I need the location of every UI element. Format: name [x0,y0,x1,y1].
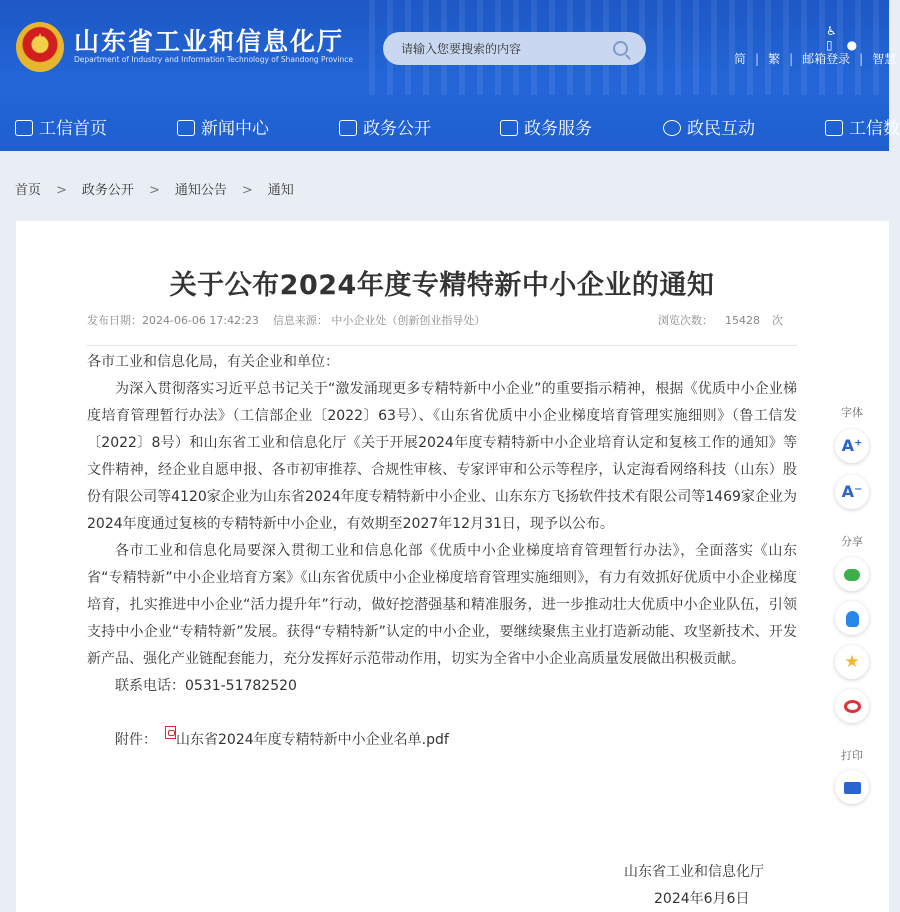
search-box [383,32,646,65]
nav-item-gov-service[interactable] [500,114,592,139]
breadcrumb-home[interactable]: 首页 [15,183,42,198]
attachment-link[interactable]: 山东省2024年度专精特新中小企业名单.pdf [176,732,449,748]
article-meta [87,312,499,328]
nav-label: 工信数 [849,119,900,139]
nav-label: 工信首页 [39,119,107,139]
nav-label: 政务服务 [524,119,592,139]
search-input[interactable] [401,39,611,59]
breadcrumb-notices[interactable]: 通知公告 [174,183,227,198]
qq-icon [846,611,859,627]
qq-share-button[interactable] [835,601,869,635]
mobile-icon[interactable]: ▯ [826,38,833,52]
info-source: 信息来源： 中小企业处（创新创业指导处） [272,314,486,327]
divider: | [789,52,794,66]
views-unit: 次 [772,314,783,327]
simplified-chinese-link[interactable]: 简 [734,52,747,66]
pdf-icon [165,726,176,739]
utility-links [734,50,896,67]
wechat-icon[interactable]: ● [846,38,858,52]
signature: 山东省工业和信息化厅 [624,864,764,880]
nav-item-data[interactable] [825,114,900,139]
views-label: 浏览次数： [658,314,713,327]
breadcrumb-current[interactable]: 通知 [267,183,294,198]
printer-icon [844,782,861,794]
main-nav [0,106,900,142]
site-header [0,0,900,151]
clipboard-icon [500,120,518,136]
email-login-link[interactable]: 邮箱登录 [802,52,851,66]
font-size-label: 字体 [841,406,863,419]
font-increase-button[interactable]: A⁺ [835,429,869,463]
star-icon: ★ [33,31,47,47]
divider [87,345,797,346]
font-decrease-button[interactable]: A⁻ [835,475,869,509]
document-icon [177,120,195,136]
nav-item-news[interactable] [177,114,269,139]
search-icon[interactable] [613,41,628,56]
salutation: 各市工业和信息化局，有关企业和单位： [87,354,339,370]
article-panel [16,221,889,912]
smart-link[interactable]: 智慧 [872,52,897,66]
monitor-icon [339,120,357,136]
attachment [87,726,797,754]
divider: | [859,52,864,66]
print-label: 打印 [841,749,863,762]
paragraph: 为深入贯彻落实习近平总书记关于“激发涌现更多专精特新中小企业”的重要指示精神，根据《优质中小企业梯度培育管理暂行办法》（工信部企业〔2022〕63号）、《山东省优质中小企业梯度培育管理实施细则》（鲁工信发〔2022〕8号）和山东省工业和信息化厅《关于开展2024年度专精特新中小企业培育认定和复核工作的通知》等文件精神，经企业自愿申报、各市初审推荐、合规性审核、专家评审和公示等程序，认定海看网络科技（山东）股份有限公司等4120家企业为山东省2024年度专精特新中小企业、山东东方飞扬软件技术有限公司等1469家企业为2024年度通过复核的专精特新中小企业，有效期至2027年12月31日，现予以公布。 [87,381,797,532]
article-body [87,349,797,754]
site-subtitle: Department of Industry and Information Technology of Shandong Province [74,55,353,64]
weibo-share-button[interactable] [835,689,869,723]
nav-label: 新闻中心 [201,119,269,139]
view-count [658,312,795,328]
weibo-icon [844,700,861,713]
breadcrumb-separator: > [148,183,160,198]
nav-label: 政民互动 [687,119,755,139]
nav-item-interaction[interactable] [663,114,755,139]
breadcrumb-separator: > [56,183,67,198]
breadcrumb-separator: > [241,183,253,198]
signature-date: 2024年6月6日 [654,891,750,907]
nav-item-gov-info[interactable] [339,114,431,139]
breadcrumb-gov-info[interactable]: 政务公开 [81,183,134,198]
home-icon [15,120,33,136]
views-number: 15428 [725,314,760,327]
chat-icon [663,120,681,136]
publish-date: 发布日期：2024-06-06 17:42:23 [87,314,259,327]
article-title: 关于公布2024年度专精特新中小企业的通知 [169,270,715,301]
print-button[interactable] [835,770,869,804]
database-icon [825,120,843,136]
nav-item-home[interactable] [15,114,107,139]
accessibility-icon[interactable]: ♿ [826,24,837,38]
contact-phone: 联系电话：0531-51782520 [115,678,297,694]
breadcrumb [15,179,294,198]
site-title[interactable]: 山东省工业和信息化厅 [74,27,345,56]
attachment-label: 附件： [115,732,157,748]
nav-label: 政务公开 [363,119,431,139]
traditional-chinese-link[interactable]: 繁 [768,52,781,66]
national-emblem-logo[interactable] [16,22,64,72]
wechat-share-button[interactable] [835,557,869,591]
paragraph: 各市工业和信息化局要深入贯彻工业和信息化部《优质中小企业梯度培育管理暂行办法》，全面落实《山东省“专精特新”中小企业培育方案》《山东省优质中小企业梯度培育管理实施细则》，有力有效抓好优质中小企业梯度培育，扎实推进中小企业“活力提升年”行动，做好挖潜强基和精准服务，进一步推动壮大优质中小企业队伍，引领支持中小企业“专精特新”发展。获得“专精特新”认定的中小企业，要继续聚焦主业打造新动能、攻坚新技术、开发新产品、强化产业链配套能力，充分发挥好示范带动作用，切实为全省中小企业高质量发展做出积极贡献。 [87,543,797,667]
utility-icons [826,24,889,52]
divider: | [755,52,760,66]
share-label: 分享 [841,535,863,548]
qzone-share-button[interactable] [835,645,869,679]
qzone-star-icon: ★ [844,652,860,672]
wechat-icon [844,569,860,581]
